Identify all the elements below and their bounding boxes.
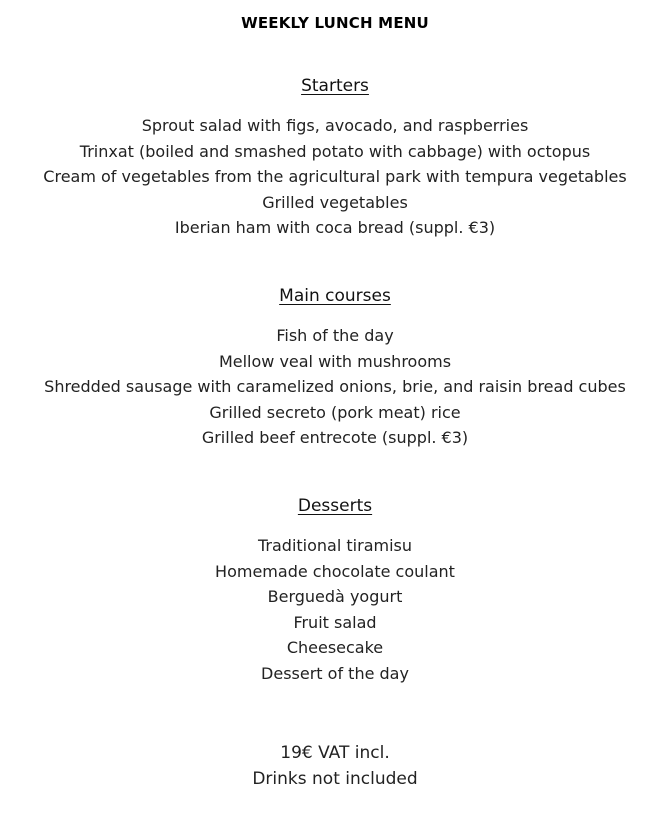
menu-item: Berguedà yogurt [267,587,403,606]
menu-item: Sprout salad with figs, avocado, and raspberries [141,116,529,135]
menu-item: Iberian ham with coca bread (suppl. €3) [174,218,496,237]
menu-item: Cheesecake [286,638,384,657]
menu-item: Grilled beef entrecote (suppl. €3) [201,428,469,447]
menu-item: Trinxat (boiled and smashed potato with cabbage) with octopus [79,141,591,161]
menu-item: Homemade chocolate coulant [215,561,455,581]
starters-list [0,113,670,241]
menu-item: Traditional tiramisu [258,536,412,555]
menu-item: Fish of the day [276,326,394,345]
price-text: 19€ VAT incl. [280,743,390,763]
section-heading-main-courses: Main courses [279,286,391,306]
menu-item: Cream of vegetables from the agricultural park with tempura vegetables [43,167,627,186]
menu-title: WEEKLY LUNCH MENU [241,14,429,32]
menu-item: Grilled secreto (pork meat) rice [209,402,461,422]
menu-item: Mellow veal with mushrooms [218,351,452,371]
desserts-list [0,533,670,686]
menu-item: Fruit salad [293,612,377,632]
menu-item: Grilled vegetables [262,192,408,212]
menu-footer [0,740,670,792]
main-courses-list [0,323,670,451]
menu-item: Shredded sausage with caramelized onions, brie, and raisin bread cubes [44,377,626,396]
section-heading-desserts: Desserts [297,496,373,516]
menu-item: Dessert of the day [261,663,409,683]
drinks-note: Drinks not included [252,769,418,789]
section-heading-starters: Starters [301,76,369,96]
